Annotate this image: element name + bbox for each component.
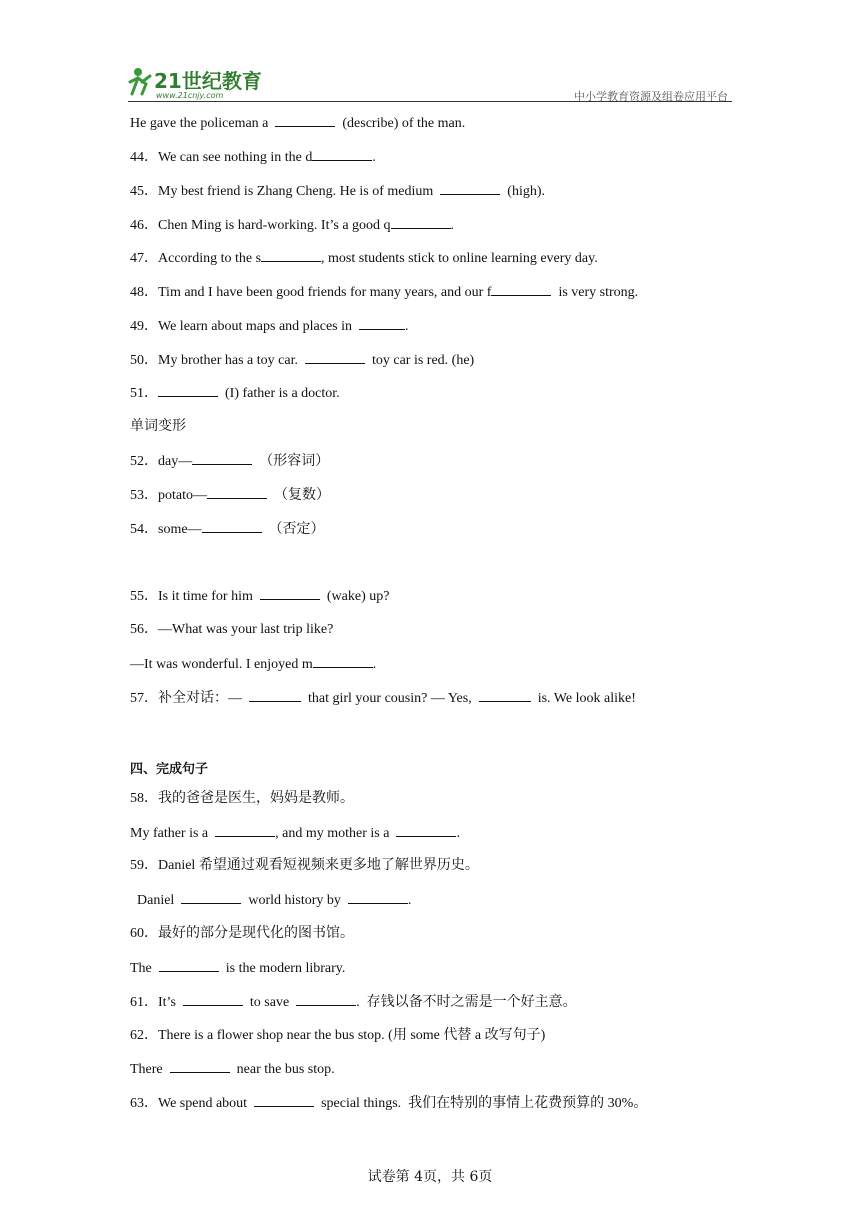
answer-blank[interactable] (192, 452, 252, 465)
question-62-answer: There near the bus stop. (130, 1062, 335, 1077)
answer-blank[interactable] (260, 587, 320, 600)
question-53: 53．potato— （复数） (130, 488, 330, 503)
answer-blank[interactable] (170, 1060, 230, 1073)
answer-blank[interactable] (254, 1094, 314, 1107)
question-49: 49．We learn about maps and places in . (130, 319, 409, 334)
question-55: 55．Is it time for him (wake) up? (130, 589, 390, 604)
answer-blank[interactable] (183, 993, 243, 1006)
answer-blank[interactable] (440, 182, 500, 195)
question-60-answer: The is the modern library. (130, 961, 346, 976)
question-60: 60．最好的部分是现代化的图书馆。 (130, 926, 354, 941)
answer-blank[interactable] (312, 148, 372, 161)
question-51: 51． (I) father is a doctor. (130, 386, 340, 401)
question-62: 62．There is a flower shop near the bus stop. (用 some 代替 a 改写句子) (130, 1028, 546, 1043)
question-45: 45．My best friend is Zhang Cheng. He is of medium (high). (130, 184, 546, 199)
answer-blank[interactable] (296, 993, 356, 1006)
logo-21cnjy (128, 64, 278, 100)
question-56: 56．—What was your last trip like? (130, 622, 334, 637)
question-line: He gave the policeman a (describe) of the man. (130, 116, 466, 131)
answer-blank[interactable] (359, 317, 405, 330)
question-47: 47．According to the s , most students stick to online learning every day. (130, 251, 598, 266)
page-footer: 试卷第 4页，共 6页 (367, 1169, 493, 1185)
logo-url: www.21cnjy.com (156, 91, 224, 100)
question-46: 46．Chen Ming is hard-working. It’s a good q . (130, 218, 455, 233)
question-63: 63．We spend about special things. 我们在特别的事情上花费预算的 30%。 (130, 1096, 648, 1111)
question-57: 57．补全对话：— that girl your cousin? — Yes, is. We look alike! (130, 691, 636, 706)
header-divider (128, 101, 732, 102)
question-58-answer: My father is a , and my mother is a . (130, 826, 460, 841)
answer-blank[interactable] (202, 520, 262, 533)
subsection-label: 单词变形 (130, 419, 186, 434)
question-48: 48．Tim and I have been good friends for many years, and our f is very strong. (130, 285, 639, 300)
question-59: 59．Daniel 希望通过观看短视频来更多地了解世界历史。 (130, 858, 479, 873)
question-50: 50．My brother has a toy car. toy car is red. (he) (130, 353, 475, 368)
section-title: 四、完成句子 (130, 762, 209, 777)
header-platform-text: 中小学教育资源及组卷应用平台 (574, 90, 728, 103)
answer-blank[interactable] (158, 384, 218, 397)
answer-blank[interactable] (479, 689, 531, 702)
answer-blank[interactable] (275, 114, 335, 127)
answer-blank[interactable] (207, 486, 267, 499)
question-61: 61．It’s to save . 存钱以备不时之需是一个好主意。 (130, 995, 577, 1010)
answer-blank[interactable] (348, 891, 408, 904)
question-52: 52．day— （形容词） (130, 454, 330, 469)
answer-blank[interactable] (215, 824, 275, 837)
question-59-answer: Daniel world history by . (137, 893, 412, 908)
answer-blank[interactable] (396, 824, 456, 837)
question-56-answer: —It was wonderful. I enjoyed m . (130, 657, 377, 672)
answer-blank[interactable] (261, 249, 321, 262)
answer-blank[interactable] (181, 891, 241, 904)
answer-blank[interactable] (305, 351, 365, 364)
answer-blank[interactable] (249, 689, 301, 702)
answer-blank[interactable] (391, 216, 451, 229)
answer-blank[interactable] (313, 655, 373, 668)
page-header (128, 64, 732, 104)
question-58: 58．我的爸爸是医生，妈妈是教师。 (130, 791, 354, 806)
logo-text: 21世纪教育 (154, 69, 262, 93)
question-54: 54．some— （否定） (130, 522, 325, 537)
answer-blank[interactable] (159, 959, 219, 972)
answer-blank[interactable] (491, 283, 551, 296)
question-44: 44．We can see nothing in the d . (130, 150, 376, 165)
